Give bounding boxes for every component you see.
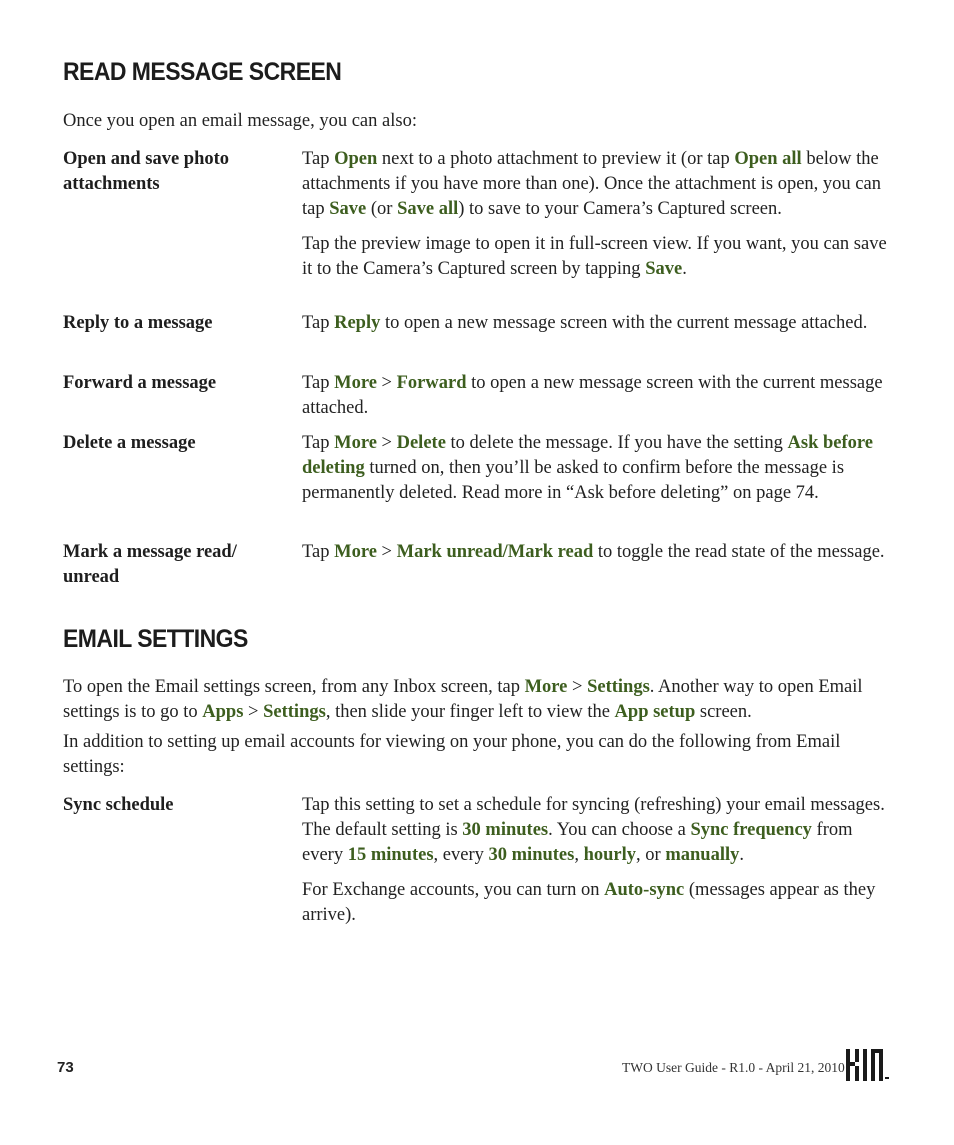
description-paragraph: Tap the preview image to open it in full-screen view. If you want, you can save it to the Camera’s Captured screen by tapping Save. [302, 234, 887, 279]
term-label: Open and save photo attachments [63, 149, 230, 194]
keyword: More [524, 677, 568, 697]
settings-paragraph-2: In addition to setting up email accounts for viewing on your phone, you can do the following from Email settings: [63, 732, 841, 777]
keyword: Save [329, 199, 367, 219]
term-description [302, 371, 892, 431]
keyword: More [334, 542, 377, 562]
description-paragraph: Tap More > Delete to delete the message. If you have the setting Ask before deleting turned on, then you’ll be asked to confirm before the message is permanently deleted. Read more in “Ask before deleting” on page 74. [302, 433, 874, 503]
description-paragraph: For Exchange accounts, you can turn on Auto-sync (messages appear as they arrive). [302, 880, 876, 925]
term-description [302, 431, 892, 516]
term-label: Delete a message [63, 433, 196, 453]
term-description [302, 147, 892, 292]
section-heading-email-settings: EMAIL SETTINGS [63, 625, 248, 653]
footer-guide-text: TWO User Guide - R1.0 - April 21, 2010 [622, 1060, 845, 1075]
keyword: Delete [396, 433, 446, 453]
term-description [302, 793, 892, 938]
keyword: 15 minutes [347, 845, 434, 865]
term-label: Reply to a message [63, 313, 213, 333]
keyword: Settings [587, 677, 650, 697]
keyword: Reply [334, 313, 381, 333]
keyword: Ask before deleting [302, 433, 874, 478]
description-paragraph: Tap this setting to set a schedule for syncing (refreshing) your email messages. The default setting is 30 minutes. You can choose a Sync frequency from every 15 minutes, every 30 minutes, hourly, or manually. [302, 795, 885, 865]
keyword: Settings [263, 702, 326, 722]
keyword: Open [334, 149, 378, 169]
settings-paragraph-1: To open the Email settings screen, from any Inbox screen, tap More > Settings. Another way to open Email settings is to go to Apps > Settings, then slide your finger left to view the App setup screen. [63, 677, 863, 722]
keyword: App setup [614, 702, 696, 722]
keyword: 30 minutes [462, 820, 549, 840]
description-paragraph: Tap More > Forward to open a new message screen with the current message attached. [302, 373, 883, 418]
term-label: Forward a message [63, 373, 217, 393]
keyword: 30 minutes [488, 845, 575, 865]
keyword: manually [665, 845, 740, 865]
keyword: Sync frequency [690, 820, 812, 840]
keyword: Open all [734, 149, 802, 169]
keyword: Apps [202, 702, 244, 722]
description-paragraph: Tap Reply to open a new message screen with the current message attached. [302, 313, 868, 333]
keyword: Forward [396, 373, 467, 393]
keyword: Save [645, 259, 683, 279]
description-paragraph: Tap Open next to a photo attachment to preview it (or tap Open all below the attachments if you have more than one). Once the attachment is open, you can tap Save (or Save all) to save to your Camera’s Captured screen. [302, 149, 881, 219]
keyword: hourly [583, 845, 637, 865]
description-paragraph: Tap More > Mark unread/Mark read to toggle the read state of the message. [302, 542, 885, 562]
keyword: Save all [397, 199, 459, 219]
kin-logo-icon [846, 1047, 890, 1083]
keyword: Mark unread/Mark read [396, 542, 594, 562]
keyword: Auto-sync [604, 880, 685, 900]
section-heading-read-message: READ MESSAGE SCREEN [63, 58, 342, 86]
term-description [302, 311, 892, 346]
keyword: More [334, 433, 377, 453]
intro-paragraph: Once you open an email message, you can also: [63, 111, 417, 131]
term-description [302, 540, 892, 575]
term-label: Sync schedule [63, 795, 174, 815]
page-number: 73 [57, 1059, 74, 1076]
term-label: Mark a message read/ unread [63, 542, 237, 587]
keyword: More [334, 373, 377, 393]
